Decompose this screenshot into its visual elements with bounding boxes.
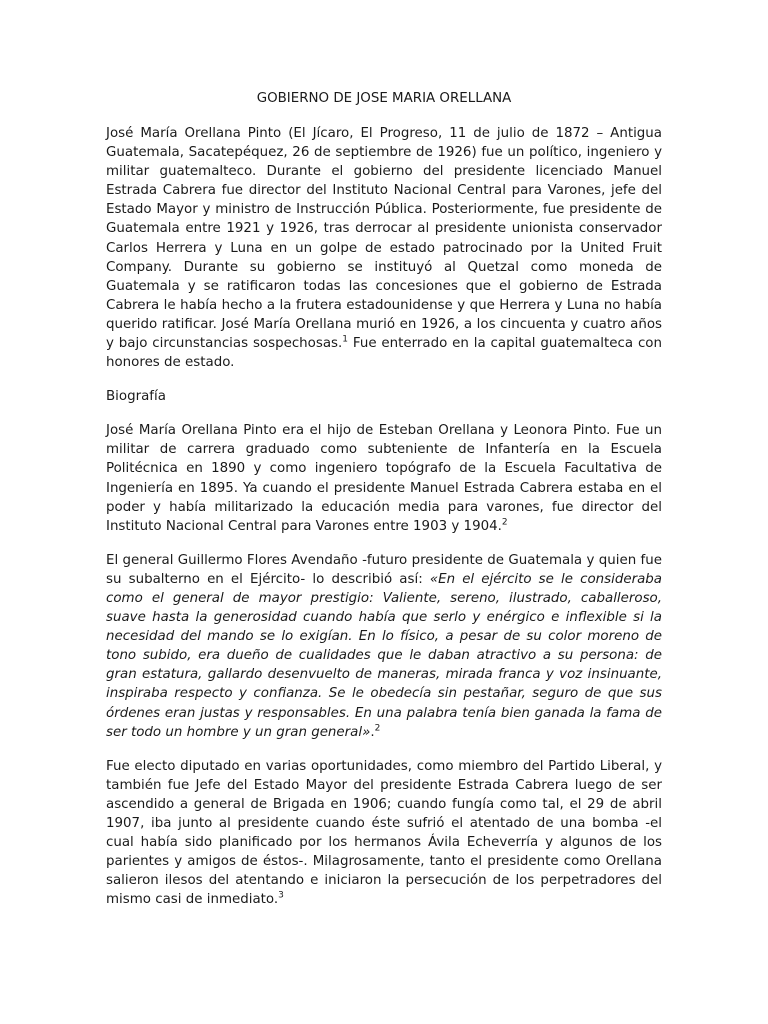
intro-tail: Fue enterrado en la capital guatemalteca con honores de estado.: [106, 336, 662, 371]
intro-paragraph: [106, 124, 662, 372]
quote-text: «En el ejército se le consideraba como el general de mayor prestigio: Valiente, sereno, ilustrado, caballeroso, suave hasta la generosidad cuando había que serlo y enérgico e inflexible si la necesidad del mando se lo exigían. En lo físico, a pesar de su color moreno de tono subido, era dueño de cualidades que le daban atractivo a su persona: de gran estatura, gallardo desenvuelto de maneras, mirada franca y voz insinuante, inspiraba respecto y confianza. Se le obedecía sin pestañar, seguro de que sus órdenes eran justas y responsables. En una palabra tenía bien ganada la fama de ser todo un hombre y un gran general»: [106, 571, 662, 740]
document-title: GOBIERNO DE JOSE MARIA ORELLANA: [256, 91, 512, 106]
bio-text: José María Orellana Pinto era el hijo de Esteban Orellana y Leonora Pinto. Fue un militar de carrera graduado como subteniente de Infantería en la Escuela Politécnica en 1890 y como ingeniero topógrafo de la Escuela Facultativa de Ingeniería en 1895. Ya cuando el presidente Manuel Estrada Cabrera estaba en el poder y había militarizado la educación media para varones, fue director del Instituto Nacional Central para Varones entre 1903 y 1904.: [106, 423, 662, 534]
section-heading-biografia: Biografía: [106, 389, 166, 405]
quote-lead: El general Guillermo Flores Avendaño -futuro presidente de Guatemala y quien fue su subalterno en el Ejército- lo describió así:: [106, 552, 662, 587]
footnote-marker: 2: [501, 517, 508, 528]
footnote-marker: 2: [374, 723, 381, 734]
footnote-marker: 3: [278, 890, 284, 901]
quote-tail: .: [370, 724, 375, 740]
footnote-marker: 1: [342, 334, 349, 345]
bio-paragraph: [106, 421, 662, 536]
last-text: Fue electo diputado en varias oportunidades, como miembro del Partido Liberal, y también fue Jefe del Estado Mayor del presidente Estrada Cabrera luego de ser ascendido a general de Brigada en 1906; cuando fungía como tal, el 29 de abril 1907, iba junto al presidente cuando éste sufrió el atentado de una bomba -el cual había sido planificado por los hermanos Ávila Echeverría y algunos de los parientes y amigos de éstos-. Milagrosamente, tanto el presidente como Orellana salieron ilesos del atentando e iniciaron la persecución de los perpetradores del mismo casi de inmediato.: [106, 758, 662, 908]
last-paragraph: [106, 757, 662, 910]
quote-paragraph: [106, 551, 662, 742]
intro-text: José María Orellana Pinto (El Jícaro, El Progreso, 11 de julio de 1872 – Antigua Guatemala, Sacatepéquez, 26 de septiembre de 1926) fue un político, ingeniero y militar guatemalteco. Durante el gobierno del presidente licenciado Manuel Estrada Cabrera fue director del Instituto Nacional Central para Varones, jefe del Estado Mayor y ministro de Instrucción Pública. Posteriormente, fue presidente de Guatemala entre 1921 y 1926, tras derrocar al presidente unionista conservador Carlos Herrera y Luna en un golpe de estado patrocinado por la United Fruit Company. Durante su gobierno se instituyó al Quetzal como moneda de Guatemala y se ratificaron todas las concesiones que el gobierno de Estrada Cabrera le había hecho a la frutera estadounidense y que Herrera y Luna no había querido ratificar. José María Orellana murió en 1926, a los cincuenta y cuatro años y bajo circunstancias sospechosas.: [106, 126, 662, 352]
document-body: [106, 89, 662, 924]
